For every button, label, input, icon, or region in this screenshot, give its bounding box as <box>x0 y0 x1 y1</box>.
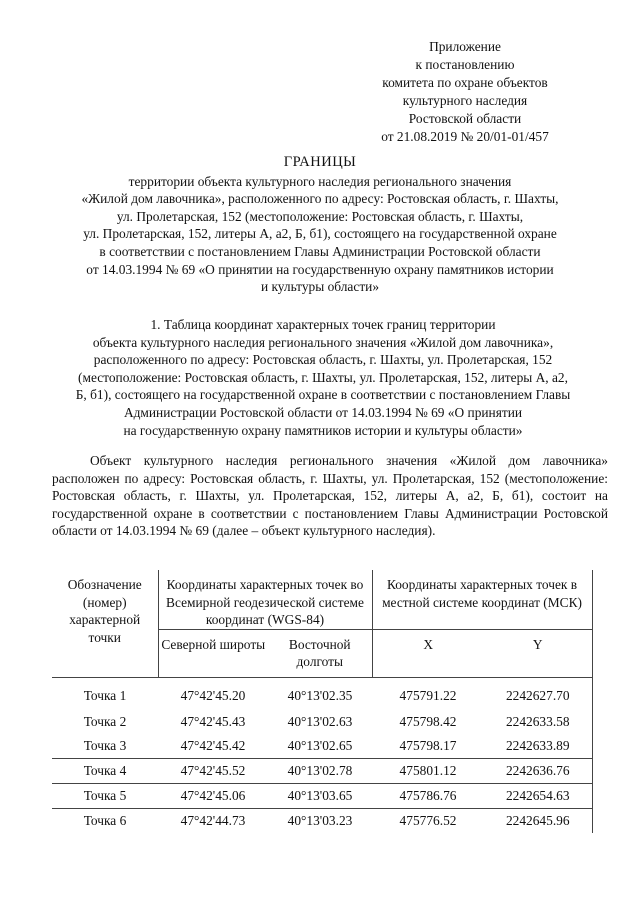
cell-north: 47°42'45.20 <box>180 688 246 704</box>
title-line: «Жилой дом лавочника», расположенного по адресу: Ростовская область, г. Шахты, <box>81 191 559 207</box>
cell-north: 47°42'45.52 <box>158 758 268 783</box>
cell-east: 40°13'02.35 <box>287 688 353 704</box>
cell-point: Точка 6 <box>83 813 127 829</box>
cell-y: 2242636.76 <box>484 758 592 783</box>
cell-x: 475798.17 <box>372 734 484 759</box>
cell-x: 475798.42 <box>399 714 457 730</box>
caption-line: 1. Таблица координат характерных точек границ территории <box>150 317 496 332</box>
header-east: Восточной долготы <box>268 629 372 677</box>
appendix-line: культурного наследия <box>402 93 528 108</box>
cell-x: 475786.76 <box>372 783 484 808</box>
cell-point: Точка 3 <box>52 734 158 759</box>
cell-east: 40°13'02.78 <box>268 758 372 783</box>
title-line: территории объекта культурного наследия регионального значения <box>128 173 512 189</box>
appendix-line: к постановлению <box>415 57 515 72</box>
header-x: X <box>372 629 484 677</box>
cell-y: 2242633.58 <box>484 710 592 734</box>
title-line: ул. Пролетарская, 152 (местоположение: Ростовская область, г. Шахты, <box>116 208 524 224</box>
table-row <box>52 808 592 833</box>
title-line: ул. Пролетарская, 152, литеры А, а2, Б, б1), состоящего на государственной охране <box>83 226 557 242</box>
cell-north: 47°42'44.73 <box>180 813 246 829</box>
title-line: от 14.03.1994 № 69 «О принятии на государственную охрану памятников истории <box>86 261 554 277</box>
header-designation: Обозначение (номер) характерной точки <box>52 570 158 677</box>
table-row <box>52 677 592 710</box>
caption-line: (местоположение: Ростовская область, г. Шахты, ул. Пролетарская, 152, литеры А, а2, <box>78 369 568 385</box>
appendix-line: Приложение <box>429 39 501 54</box>
cell-y: 2242654.63 <box>484 783 592 808</box>
cell-point: Точка 2 <box>83 714 127 730</box>
cell-x: 475801.12 <box>372 758 484 783</box>
caption-line: Б, б1), состоящего на государственной охране в соответствии с постановлением Главы <box>75 387 571 403</box>
appendix-header <box>340 38 590 146</box>
appendix-line: от 21.08.2019 № 20/01-01/457 <box>381 129 549 144</box>
coordinates-table <box>52 570 593 833</box>
appendix-line: комитета по охране объектов <box>382 75 548 90</box>
caption-line: на государственную охрану памятников истории и культуры области» <box>123 422 523 438</box>
cell-y: 2242633.89 <box>484 734 592 759</box>
appendix-line: Ростовской области <box>408 111 522 126</box>
cell-north: 47°42'45.43 <box>180 714 246 730</box>
table-row <box>52 758 592 783</box>
cell-y: 2242627.70 <box>484 677 592 710</box>
cell-y: 2242645.96 <box>484 808 592 833</box>
caption-line: Администрации Ростовской области от 14.03.1994 № 69 «О принятии <box>123 404 523 420</box>
caption-line: расположенного по адресу: Ростовская область, г. Шахты, ул. Пролетарская, 152 <box>93 352 553 368</box>
header-msk: Координаты характерных точек в местной системе координат (МСК) <box>372 570 592 629</box>
cell-point: Точка 4 <box>52 758 158 783</box>
cell-point: Точка 1 <box>83 688 127 704</box>
cell-point: Точка 5 <box>52 783 158 808</box>
table-row <box>52 734 592 759</box>
document-title <box>40 154 600 296</box>
table-row <box>52 710 592 734</box>
title-line: и культуры области» <box>260 279 380 295</box>
caption-line: объекта культурного наследия регионального значения «Жилой дом лавочника», <box>92 334 554 350</box>
table-caption <box>40 316 606 439</box>
description-paragraph: Объект культурного наследия регионального значения «Жилой дом лавочника» расположен по адресу: Ростовская область, г. Шахты, ул. Пролетарская, 152 (местоположение: Ростовская область, г. Шахты, ул. Пролетарская, 152, литеры А, а2, Б, б1), состоит на государственной охране в соответствии с постановлением Главы Администрации Ростовской области от 14.03.1994 № 69 (далее – объект культурного наследия). <box>52 453 608 539</box>
cell-x: 475791.22 <box>399 688 457 704</box>
cell-east: 40°13'03.65 <box>268 783 372 808</box>
table-row <box>52 783 592 808</box>
cell-east: 40°13'02.63 <box>287 714 353 730</box>
cell-north: 47°42'45.06 <box>158 783 268 808</box>
header-y: Y <box>484 629 592 677</box>
cell-north: 47°42'45.42 <box>158 734 268 759</box>
header-wgs: Координаты характерных точек во Всемирной геодезической системе координат (WGS-84) <box>158 570 372 629</box>
title-heading: ГРАНИЦЫ <box>283 154 357 170</box>
title-line: в соответствии с постановлением Главы Администрации Ростовской области <box>99 243 541 259</box>
header-north: Северной широты <box>158 629 268 677</box>
cell-east: 40°13'02.65 <box>268 734 372 759</box>
cell-x: 475776.52 <box>399 813 457 829</box>
cell-east: 40°13'03.23 <box>287 813 353 829</box>
